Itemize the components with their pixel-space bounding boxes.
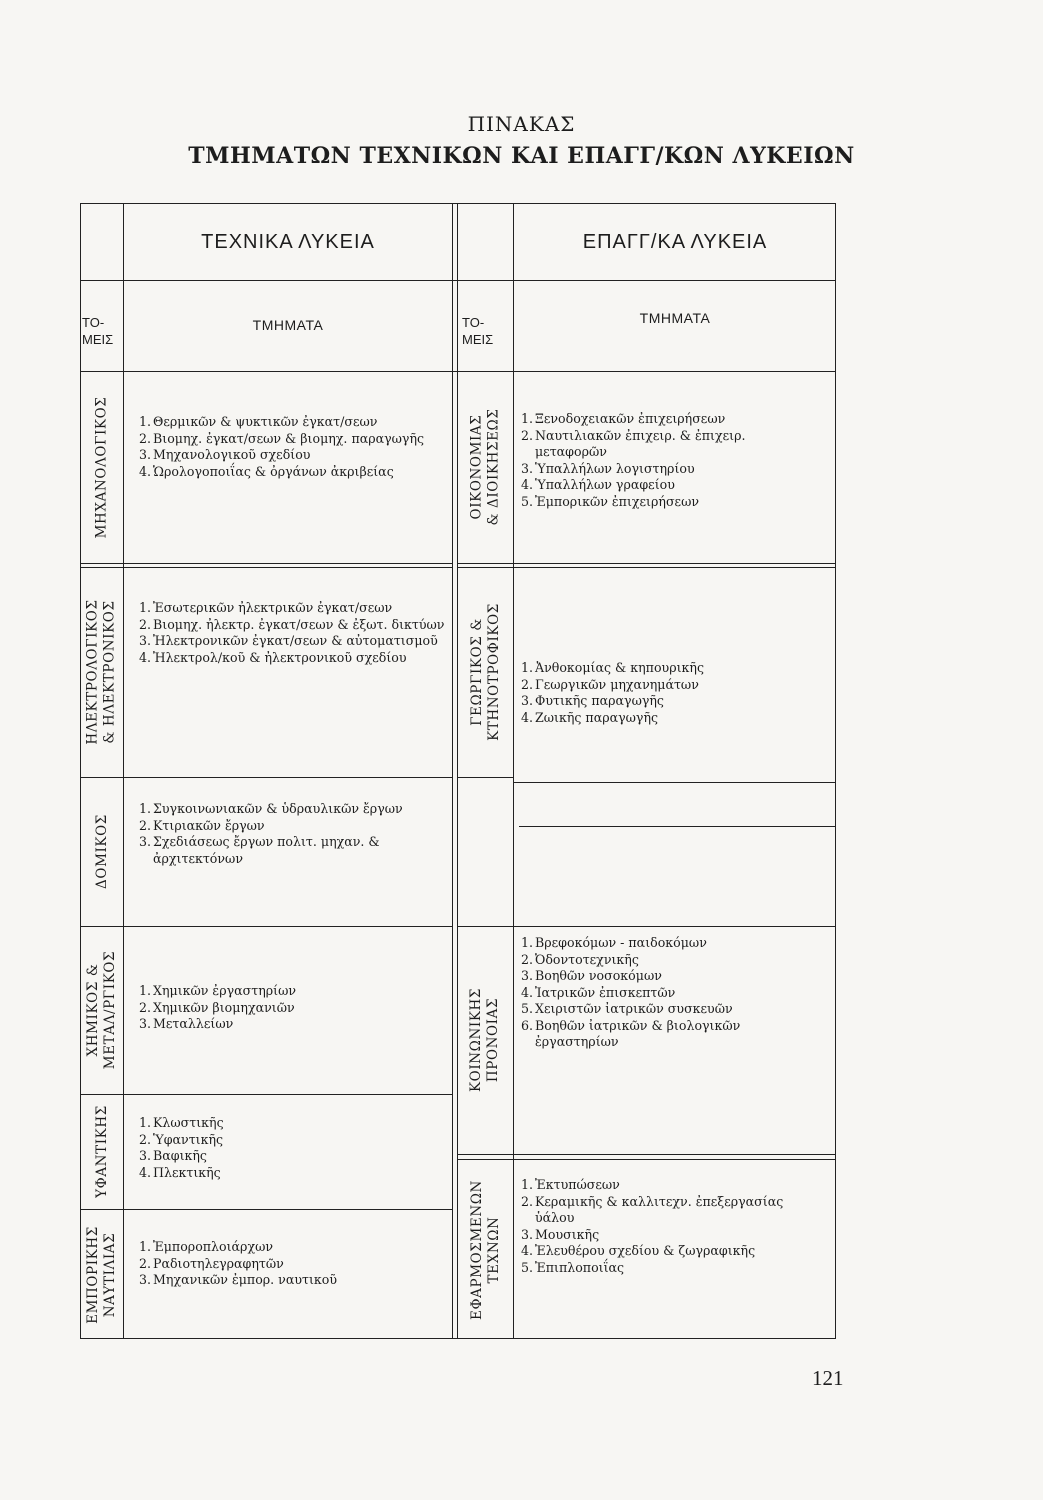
list-item: 4. Ὡρολογοποιΐας & ὀργάνων ἀκριβείας bbox=[139, 464, 439, 481]
list-item: 3. Ἠλεκτρονικῶν ἐγκατ/σεων & αὐτοματισμοῦ bbox=[139, 633, 449, 650]
sector-agriculture bbox=[458, 567, 513, 777]
sector-textile bbox=[81, 1094, 123, 1209]
department-name: Ναυτιλιακῶν ἐπιχειρ. & ἐπιχειρ. μεταφορῶν bbox=[535, 427, 746, 459]
table-title: ΠΙΝΑΚΑΣ bbox=[467, 112, 576, 136]
department-name: Ἐμποροπλοιάρχων bbox=[153, 1239, 274, 1254]
departments-economics bbox=[521, 411, 821, 510]
list-item: 5. Ἐπιπλοποιΐας bbox=[521, 1260, 821, 1277]
department-name: Συγκοινωνιακῶν & ὑδραυλικῶν ἔργων bbox=[153, 801, 403, 816]
departments-mechanical bbox=[139, 414, 439, 480]
divider-left-1 bbox=[81, 563, 453, 564]
sectors-col-label-b: ΜΕΙΣ bbox=[82, 332, 114, 347]
department-name: Κτιριακῶν ἔργων bbox=[153, 817, 265, 833]
divider-middle-a bbox=[452, 204, 453, 1338]
sector-label: ΚΤΗΝΟΤΡΟΦΙΚΟΣ bbox=[485, 603, 502, 741]
list-item: 3. Σχεδιάσεως ἔργων πολιτ. μηχαν. & ἀρχιτεκτόνων bbox=[139, 834, 429, 867]
list-item: 2. Χημικῶν βιομηχανιῶν bbox=[139, 1000, 439, 1017]
department-name: Βιομηχ. ἐγκατ/σεων & βιομηχ. παραγωγῆς bbox=[153, 430, 425, 446]
list-item: 3. Ὑπαλλήλων λογιστηρίου bbox=[521, 461, 821, 478]
department-name: Βιομηχ. ἠλεκτρ. ἐγκατ/σεων & ἐξωτ. δικτύων bbox=[153, 616, 445, 632]
list-item: 2. Βιομηχ. ἐγκατ/σεων & βιομηχ. παραγωγῆς bbox=[139, 431, 439, 448]
department-name: Κλωστικῆς bbox=[153, 1115, 224, 1130]
sector-label: & ΗΛΕΚΤΡΟΝΙΚΟΣ bbox=[102, 600, 119, 744]
sector-label: ΜΗΧΑΝΟΛΟΓΙΚΟΣ bbox=[93, 396, 110, 538]
department-name: Χειριστῶν ἰατρικῶν συσκευῶν bbox=[535, 1001, 733, 1016]
list-item: 1. Θερμικῶν & ψυκτικῶν ἐγκατ/σεων bbox=[139, 414, 439, 431]
divider-right-2b bbox=[514, 782, 835, 783]
list-item: 3. Μηχανικῶν ἐμπορ. ναυτικοῦ bbox=[139, 1272, 439, 1289]
department-name: Πλεκτικῆς bbox=[153, 1164, 221, 1180]
departments-applied-arts bbox=[521, 1177, 821, 1276]
divider-left-1b bbox=[81, 567, 453, 568]
divider-right-4b bbox=[457, 1159, 835, 1160]
sector-social-welfare bbox=[458, 926, 513, 1154]
sector-label: ΤΕΧΝΩΝ bbox=[485, 1216, 502, 1283]
list-item: 1. Βρεφοκόμων - παιδοκόμων bbox=[521, 935, 821, 952]
sector-label: ΗΛΕΚΤΡΟΛΟΓΙΚΟΣ bbox=[85, 599, 102, 745]
list-item: 3. Βοηθῶν νοσοκόμων bbox=[521, 968, 821, 985]
divider-right-4 bbox=[457, 1154, 835, 1155]
list-item: 2. Ὑφαντικῆς bbox=[139, 1132, 439, 1149]
list-item: 5. Ἐμπορικῶν ἐπιχειρήσεων bbox=[521, 494, 821, 511]
departments-social-welfare bbox=[521, 935, 821, 1051]
page-number: 121 bbox=[812, 1366, 844, 1390]
department-name: Ἐκτυπώσεων bbox=[535, 1177, 620, 1192]
department-name: Μηχανολογικοῦ σχεδίου bbox=[153, 447, 311, 462]
department-name: Μηχανικῶν ἐμπορ. ναυτικοῦ bbox=[153, 1272, 338, 1287]
sector-chemical bbox=[81, 926, 123, 1094]
sector-label: ΜΕΤΑΛ/ΡΓΙΚΟΣ bbox=[102, 950, 119, 1070]
departments-textile bbox=[139, 1115, 439, 1181]
sector-label: & ΔΙΟΙΚΗΣΕΩΣ bbox=[485, 408, 502, 526]
department-name: Μεταλλείων bbox=[153, 1016, 234, 1031]
list-item: 2. Ναυτιλιακῶν ἐπιχειρ. & ἐπιχειρ. μεταφορῶν bbox=[521, 428, 821, 461]
divider-right-3 bbox=[457, 926, 835, 927]
list-item: 4. Ἠλεκτρολ/κοῦ & ἠλεκτρονικοῦ σχεδίου bbox=[139, 650, 449, 667]
sector-electrical bbox=[81, 567, 123, 777]
list-item: 1. Χημικῶν ἐργαστηρίων bbox=[139, 983, 439, 1000]
sector-merchant-navy bbox=[81, 1209, 123, 1340]
department-name: Χημικῶν βιομηχανιῶν bbox=[153, 999, 295, 1015]
list-item: 4. Ζωικῆς παραγωγῆς bbox=[521, 710, 821, 727]
list-item: 3. Βαφικῆς bbox=[139, 1148, 439, 1165]
departments-merchant-navy bbox=[139, 1239, 439, 1289]
sector-label: ΕΦΑΡΜΟΣΜΕΝΩΝ bbox=[468, 1179, 485, 1320]
department-name: Ἐσωτερικῶν ἠλεκτρικῶν ἐγκατ/σεων bbox=[153, 600, 393, 615]
technical-lyceums-header: ΤΕΧΝΙΚΑ ΛΥΚΕΙΑ bbox=[201, 231, 375, 253]
divider-tomeis-right bbox=[513, 204, 514, 1338]
departments-col-header-left: ΤΜΗΜΑΤΑ bbox=[252, 317, 324, 333]
list-item: 4. Πλεκτικῆς bbox=[139, 1165, 439, 1182]
sector-label: ΝΑΥΤΙΛΙΑΣ bbox=[102, 1232, 118, 1317]
sector-label: ΔΟΜΙΚΟΣ bbox=[93, 814, 110, 889]
list-item: 5. Χειριστῶν ἰατρικῶν συσκευῶν bbox=[521, 1001, 821, 1018]
list-item: 1. Συγκοινωνιακῶν & ὑδραυλικῶν ἔργων bbox=[139, 801, 429, 818]
departments-construction bbox=[139, 801, 429, 867]
list-item: 1. Ἐμποροπλοιάρχων bbox=[139, 1239, 439, 1256]
list-item: 3. Μουσικῆς bbox=[521, 1227, 821, 1244]
department-name: Ἀνθοκομίας & κηπουρικῆς bbox=[535, 660, 705, 675]
department-name: Ὡρολογοποιΐας & ὀργάνων ἀκριβείας bbox=[153, 463, 394, 479]
list-item: 1. Ξενοδοχειακῶν ἐπιχειρήσεων bbox=[521, 411, 821, 428]
sector-label: ΟΙΚΟΝΟΜΙΑΣ bbox=[468, 414, 485, 520]
sectors-col-label-a: ΤΟ- bbox=[82, 315, 105, 330]
sectors-col-header-right bbox=[462, 314, 493, 348]
sector-label: ΓΕΩΡΓΙΚΟΣ & bbox=[468, 618, 485, 726]
list-item: 1. Κλωστικῆς bbox=[139, 1115, 439, 1132]
department-name: Φυτικῆς παραγωγῆς bbox=[535, 693, 664, 708]
sector-mechanical bbox=[81, 371, 123, 563]
departments-agriculture bbox=[521, 660, 821, 726]
sector-label: ΚΟΙΝΩΝΙΚΗΣ bbox=[468, 987, 485, 1093]
sectors-col-label-b: ΜΕΙΣ bbox=[462, 332, 494, 347]
department-name: Βοηθῶν ἰατρικῶν & βιολογικῶν ἐργαστηρίων bbox=[535, 1017, 741, 1049]
department-name: Ὑφαντικῆς bbox=[153, 1131, 224, 1147]
list-item: 2. Ὀδοντοτεχνικῆς bbox=[521, 952, 821, 969]
department-name: Θερμικῶν & ψυκτικῶν ἐγκατ/σεων bbox=[153, 414, 378, 429]
departments-electrical bbox=[139, 600, 449, 666]
sectors-col-header-left bbox=[82, 314, 113, 348]
list-item: 4. Ὑπαλλήλων γραφείου bbox=[521, 477, 821, 494]
divider-right-1 bbox=[457, 563, 835, 564]
sector-economics bbox=[458, 371, 513, 563]
department-name: Ἰατρικῶν ἐπισκεπτῶν bbox=[535, 984, 676, 1000]
department-name: Ζωικῆς παραγωγῆς bbox=[535, 709, 659, 725]
list-item: 1. Ἀνθοκομίας & κηπουρικῆς bbox=[521, 660, 821, 677]
sector-construction bbox=[81, 777, 123, 926]
divider-right-2c bbox=[519, 826, 835, 827]
vocational-lyceums-header: ΕΠΑΓΓ/ΚΑ ΛΥΚΕΙΑ bbox=[582, 231, 768, 253]
list-item: 2. Κεραμικῆς & καλλιτεχν. ἐπεξεργασίας ὑάλου bbox=[521, 1194, 821, 1227]
list-item: 3. Μηχανολογικοῦ σχεδίου bbox=[139, 447, 439, 464]
department-name: Μουσικῆς bbox=[535, 1226, 600, 1242]
lyceum-departments-table bbox=[80, 203, 836, 1339]
divider-left-2 bbox=[81, 777, 453, 778]
department-name: Βοηθῶν νοσοκόμων bbox=[535, 968, 662, 983]
list-item: 1. Ἐσωτερικῶν ἠλεκτρικῶν ἐγκατ/σεων bbox=[139, 600, 449, 617]
department-name: Χημικῶν ἐργαστηρίων bbox=[153, 983, 297, 998]
list-item: 2. Βιομηχ. ἠλεκτρ. ἐγκατ/σεων & ἐξωτ. δικτύων bbox=[139, 617, 449, 634]
divider-right-1b bbox=[457, 567, 835, 568]
table-subtitle: ΤΜΗΜΑΤΩΝ ΤΕΧΝΙΚΩΝ ΚΑΙ ΕΠΑΓΓ/ΚΩΝ ΛΥΚΕΙΩΝ bbox=[188, 143, 855, 169]
sector-label: ΠΡΟΝΟΙΑΣ bbox=[485, 997, 502, 1083]
department-name: Βαφικῆς bbox=[153, 1148, 207, 1163]
sector-applied-arts bbox=[458, 1159, 513, 1340]
divider-left-3 bbox=[81, 926, 453, 927]
department-name: Ἐμπορικῶν ἐπιχειρήσεων bbox=[535, 493, 699, 509]
department-name: Ξενοδοχειακῶν ἐπιχειρήσεων bbox=[535, 411, 726, 426]
divider-tomeis-left bbox=[123, 204, 124, 1338]
list-item: 4. Ἰατρικῶν ἐπισκεπτῶν bbox=[521, 985, 821, 1002]
departments-chemical bbox=[139, 983, 439, 1033]
department-name: Ὀδοντοτεχνικῆς bbox=[535, 951, 639, 967]
list-item: 2. Ραδιοτηλεγραφητῶν bbox=[139, 1256, 439, 1273]
list-item: 6. Βοηθῶν ἰατρικῶν & βιολογικῶν ἐργαστηρίων bbox=[521, 1018, 821, 1051]
department-name: Κεραμικῆς & καλλιτεχν. ἐπεξεργασίας ὑάλου bbox=[535, 1193, 784, 1225]
department-name: Ραδιοτηλεγραφητῶν bbox=[153, 1255, 284, 1271]
divider-header bbox=[81, 280, 835, 281]
department-name: Βρεφοκόμων - παιδοκόμων bbox=[535, 935, 707, 950]
list-item: 4. Ἐλευθέρου σχεδίου & ζωγραφικῆς bbox=[521, 1243, 821, 1260]
divider-right-2 bbox=[457, 777, 514, 778]
sector-label: ΕΜΠΟΡΙΚΗΣ bbox=[85, 1225, 101, 1324]
list-item: 1. Ἐκτυπώσεων bbox=[521, 1177, 821, 1194]
department-name: Ἠλεκτρονικῶν ἐγκατ/σεων & αὐτοματισμοῦ bbox=[153, 633, 438, 648]
list-item: 2. Γεωργικῶν μηχανημάτων bbox=[521, 677, 821, 694]
department-name: Σχεδιάσεως ἔργων πολιτ. μηχαν. & ἀρχιτεκτόνων bbox=[153, 834, 380, 866]
sectors-col-label-a: ΤΟ- bbox=[462, 315, 485, 330]
department-name: Ἐπιπλοποιΐας bbox=[535, 1259, 625, 1275]
list-item: 3. Φυτικῆς παραγωγῆς bbox=[521, 693, 821, 710]
department-name: Ἐλευθέρου σχεδίου & ζωγραφικῆς bbox=[535, 1243, 756, 1258]
department-name: Γεωργικῶν μηχανημάτων bbox=[535, 676, 699, 692]
department-name: Ὑπαλλήλων λογιστηρίου bbox=[535, 460, 695, 476]
divider-left-4 bbox=[81, 1094, 453, 1095]
sector-label: ΥΦΑΝΤΙΚΗΣ bbox=[93, 1105, 110, 1198]
department-name: Ὑπαλλήλων γραφείου bbox=[535, 477, 675, 492]
department-name: Ἠλεκτρολ/κοῦ & ἠλεκτρονικοῦ σχεδίου bbox=[153, 649, 407, 665]
list-item: 3. Μεταλλείων bbox=[139, 1016, 439, 1033]
divider-left-5 bbox=[81, 1209, 453, 1210]
departments-col-header-right: ΤΜΗΜΑΤΑ bbox=[639, 310, 711, 326]
sector-label: ΧΗΜΙΚΟΣ & bbox=[85, 963, 102, 1057]
list-item: 2. Κτιριακῶν ἔργων bbox=[139, 818, 429, 835]
